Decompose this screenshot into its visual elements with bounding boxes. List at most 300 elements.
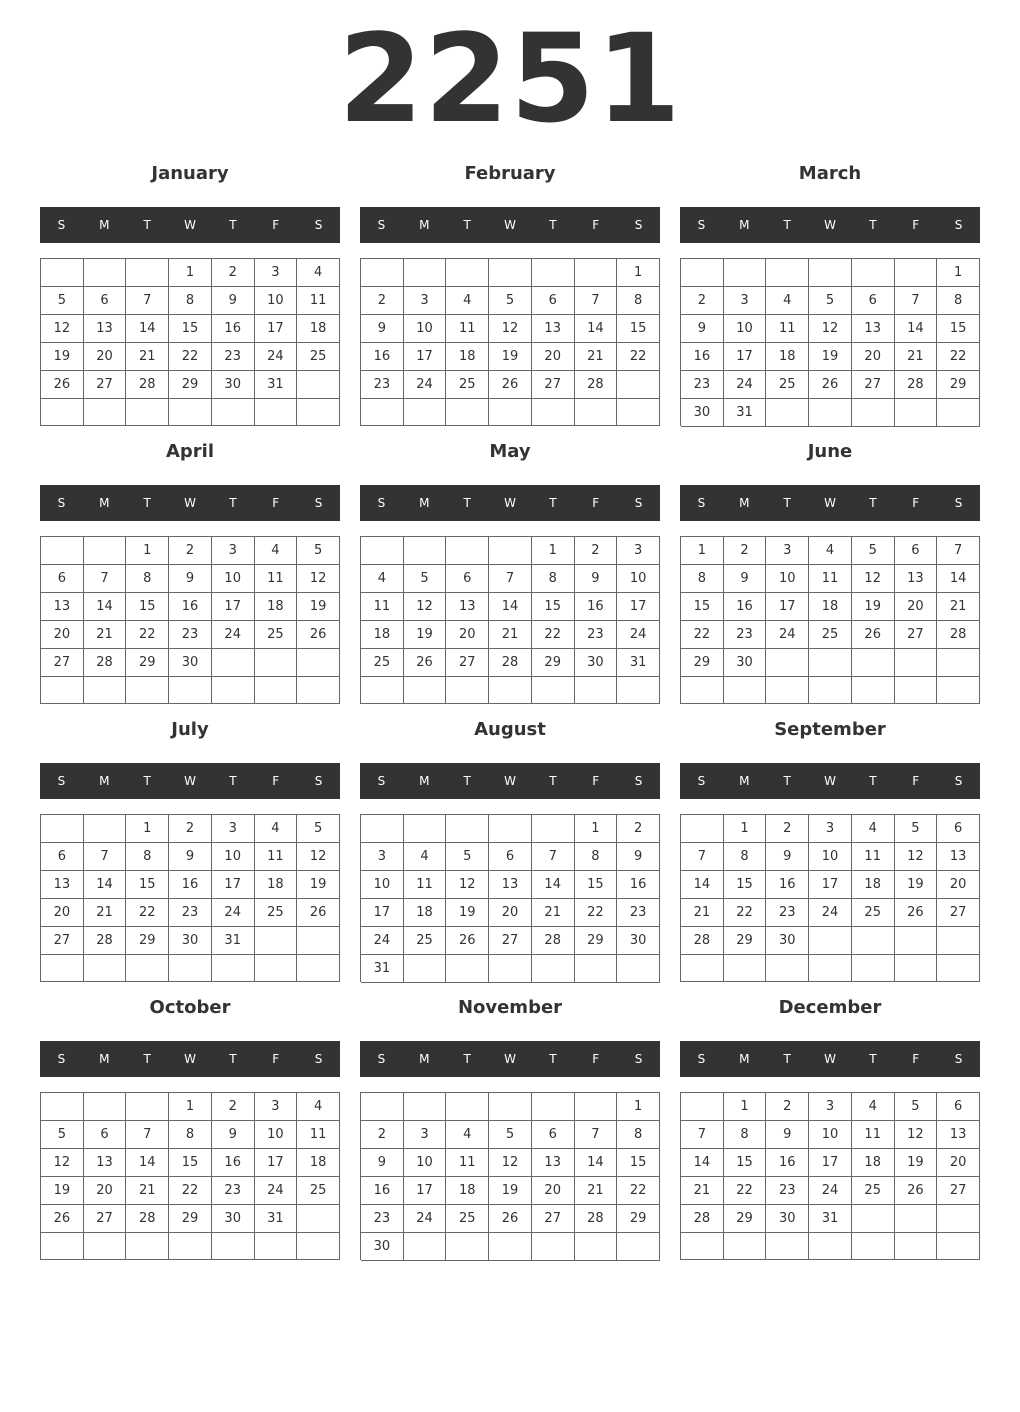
- day-cell: 13: [937, 1121, 980, 1149]
- empty-day-cell: [681, 1093, 724, 1121]
- day-cell: 4: [404, 843, 447, 871]
- day-cell: 24: [361, 927, 404, 955]
- weekday-label: W: [184, 774, 196, 788]
- day-cell: 18: [852, 871, 895, 899]
- day-grid: [360, 536, 660, 704]
- day-cell: 17: [724, 343, 767, 371]
- weekday-label: S: [954, 1052, 963, 1066]
- day-cell: 26: [41, 1205, 84, 1233]
- day-cell: 19: [41, 1177, 84, 1205]
- day-cell: 8: [575, 843, 618, 871]
- day-cell: 20: [84, 1177, 127, 1205]
- empty-day-cell: [895, 1205, 938, 1233]
- day-cell: 4: [255, 815, 298, 843]
- empty-day-cell: [126, 1093, 169, 1121]
- day-cell: 16: [361, 1177, 404, 1205]
- day-cell: 14: [575, 315, 618, 343]
- empty-day-cell: [724, 677, 767, 704]
- weekday-label: W: [184, 218, 196, 232]
- empty-day-cell: [681, 677, 724, 704]
- day-cell: 16: [724, 593, 767, 621]
- day-cell: 14: [489, 593, 532, 621]
- weekday-label: S: [954, 218, 963, 232]
- empty-day-cell: [937, 399, 980, 427]
- day-cell: 3: [255, 259, 298, 287]
- day-grid: [40, 1092, 340, 1260]
- day-cell: 30: [617, 927, 660, 955]
- weekday-label: T: [143, 774, 151, 788]
- day-cell: 20: [937, 871, 980, 899]
- day-cell: 11: [255, 843, 298, 871]
- day-cell: 2: [169, 815, 212, 843]
- day-cell: 4: [446, 1121, 489, 1149]
- day-cell: 28: [575, 371, 618, 399]
- day-cell: 26: [895, 1177, 938, 1205]
- day-cell: 3: [361, 843, 404, 871]
- day-cell: 26: [809, 371, 852, 399]
- day-cell: 12: [809, 315, 852, 343]
- empty-day-cell: [681, 815, 724, 843]
- weekday-label: S: [57, 496, 66, 510]
- day-cell: 2: [575, 537, 618, 565]
- day-cell: 10: [404, 1149, 447, 1177]
- empty-day-cell: [532, 259, 575, 287]
- day-cell: 19: [895, 871, 938, 899]
- day-cell: 15: [617, 1149, 660, 1177]
- day-cell: 7: [895, 287, 938, 315]
- day-cell: 10: [724, 315, 767, 343]
- weekday-label: M: [739, 496, 750, 510]
- day-cell: 29: [937, 371, 980, 399]
- weekday-label: S: [57, 774, 66, 788]
- day-cell: 22: [617, 1177, 660, 1205]
- day-cell: 10: [361, 871, 404, 899]
- empty-day-cell: [41, 537, 84, 565]
- day-cell: 1: [724, 815, 767, 843]
- day-grid: [40, 814, 340, 982]
- day-cell: 12: [489, 315, 532, 343]
- day-cell: 7: [84, 565, 127, 593]
- day-cell: 29: [575, 927, 618, 955]
- day-cell: 20: [937, 1149, 980, 1177]
- day-cell: 13: [852, 315, 895, 343]
- day-cell: 7: [126, 287, 169, 315]
- empty-day-cell: [404, 677, 447, 704]
- empty-day-cell: [809, 927, 852, 955]
- empty-day-cell: [937, 677, 980, 704]
- empty-day-cell: [937, 1205, 980, 1233]
- day-cell: 9: [361, 315, 404, 343]
- day-cell: 25: [255, 621, 298, 649]
- empty-day-cell: [169, 955, 212, 982]
- day-cell: 15: [532, 593, 575, 621]
- day-cell: 5: [41, 1121, 84, 1149]
- weekday-header: [680, 1041, 980, 1077]
- day-cell: 21: [126, 343, 169, 371]
- day-cell: 9: [724, 565, 767, 593]
- weekday-label: S: [377, 774, 386, 788]
- day-cell: 16: [766, 1149, 809, 1177]
- empty-day-cell: [766, 399, 809, 427]
- weekday-label: M: [419, 774, 430, 788]
- day-cell: 30: [681, 399, 724, 427]
- day-cell: 13: [937, 843, 980, 871]
- day-grid: [680, 1092, 980, 1260]
- day-cell: 12: [895, 1121, 938, 1149]
- day-cell: 18: [361, 621, 404, 649]
- weekday-label: W: [824, 218, 836, 232]
- weekday-label: S: [57, 1052, 66, 1066]
- empty-day-cell: [126, 399, 169, 426]
- day-cell: 5: [852, 537, 895, 565]
- empty-day-cell: [809, 399, 852, 427]
- weekday-label: M: [99, 496, 110, 510]
- day-cell: 17: [404, 343, 447, 371]
- weekday-label: M: [99, 774, 110, 788]
- day-cell: 11: [852, 843, 895, 871]
- day-cell: 14: [84, 593, 127, 621]
- empty-day-cell: [895, 955, 938, 982]
- day-cell: 1: [169, 259, 212, 287]
- weekday-label: S: [314, 218, 323, 232]
- weekday-header: [40, 485, 340, 521]
- empty-day-cell: [489, 1093, 532, 1121]
- day-cell: 11: [446, 1149, 489, 1177]
- weekday-label: W: [184, 1052, 196, 1066]
- day-cell: 1: [937, 259, 980, 287]
- empty-day-cell: [766, 1233, 809, 1260]
- day-cell: 13: [532, 315, 575, 343]
- day-cell: 30: [169, 649, 212, 677]
- day-cell: 27: [937, 899, 980, 927]
- day-cell: 17: [809, 1149, 852, 1177]
- empty-day-cell: [169, 677, 212, 704]
- day-cell: 24: [404, 371, 447, 399]
- month-name: July: [171, 719, 209, 740]
- day-cell: 15: [169, 315, 212, 343]
- day-cell: 26: [489, 1205, 532, 1233]
- weekday-label: S: [697, 496, 706, 510]
- day-cell: 28: [126, 1205, 169, 1233]
- weekday-label: T: [229, 774, 237, 788]
- weekday-label: W: [824, 774, 836, 788]
- day-grid: [680, 814, 980, 982]
- weekday-label: M: [419, 1052, 430, 1066]
- empty-day-cell: [617, 371, 660, 399]
- weekday-label: F: [272, 1052, 280, 1066]
- empty-day-cell: [895, 259, 938, 287]
- weekday-label: W: [184, 496, 196, 510]
- day-cell: 28: [575, 1205, 618, 1233]
- day-cell: 24: [404, 1205, 447, 1233]
- empty-day-cell: [852, 1233, 895, 1260]
- day-cell: 29: [724, 927, 767, 955]
- empty-day-cell: [489, 1233, 532, 1261]
- day-cell: 13: [41, 871, 84, 899]
- empty-day-cell: [404, 1233, 447, 1261]
- day-cell: 7: [126, 1121, 169, 1149]
- weekday-header: [680, 763, 980, 799]
- day-cell: 3: [617, 537, 660, 565]
- day-cell: 5: [41, 287, 84, 315]
- day-cell: 14: [84, 871, 127, 899]
- weekday-label: S: [377, 496, 386, 510]
- day-cell: 30: [766, 1205, 809, 1233]
- weekday-label: T: [869, 1052, 877, 1066]
- day-cell: 25: [255, 899, 298, 927]
- day-cell: 5: [895, 1093, 938, 1121]
- day-cell: 25: [404, 927, 447, 955]
- day-cell: 3: [404, 1121, 447, 1149]
- empty-day-cell: [361, 815, 404, 843]
- empty-day-cell: [532, 399, 575, 426]
- day-cell: 8: [169, 1121, 212, 1149]
- day-cell: 17: [255, 315, 298, 343]
- day-cell: 12: [489, 1149, 532, 1177]
- day-cell: 28: [681, 927, 724, 955]
- day-cell: 20: [852, 343, 895, 371]
- day-cell: 7: [937, 537, 980, 565]
- weekday-header: [360, 485, 660, 521]
- empty-day-cell: [297, 399, 340, 426]
- weekday-label: T: [463, 1052, 471, 1066]
- day-cell: 24: [212, 621, 255, 649]
- day-cell: 16: [361, 343, 404, 371]
- weekday-label: F: [592, 1052, 600, 1066]
- empty-day-cell: [255, 399, 298, 426]
- day-cell: 9: [361, 1149, 404, 1177]
- day-cell: 6: [937, 1093, 980, 1121]
- day-cell: 4: [852, 815, 895, 843]
- day-cell: 19: [404, 621, 447, 649]
- month-name: February: [464, 163, 556, 184]
- day-cell: 24: [617, 621, 660, 649]
- day-cell: 19: [446, 899, 489, 927]
- empty-day-cell: [446, 677, 489, 704]
- day-cell: 15: [681, 593, 724, 621]
- day-cell: 29: [724, 1205, 767, 1233]
- day-cell: 12: [41, 315, 84, 343]
- day-cell: 26: [297, 899, 340, 927]
- day-cell: 29: [169, 371, 212, 399]
- day-cell: 20: [489, 899, 532, 927]
- month-name: January: [151, 163, 229, 184]
- weekday-label: S: [634, 496, 643, 510]
- day-cell: 19: [895, 1149, 938, 1177]
- day-cell: 11: [297, 1121, 340, 1149]
- day-cell: 11: [361, 593, 404, 621]
- empty-day-cell: [169, 1233, 212, 1260]
- empty-day-cell: [404, 537, 447, 565]
- day-cell: 6: [41, 843, 84, 871]
- day-cell: 24: [255, 1177, 298, 1205]
- day-cell: 27: [84, 1205, 127, 1233]
- weekday-label: M: [739, 218, 750, 232]
- day-cell: 27: [41, 927, 84, 955]
- empty-day-cell: [617, 677, 660, 704]
- empty-day-cell: [404, 399, 447, 426]
- day-cell: 5: [297, 815, 340, 843]
- day-cell: 27: [895, 621, 938, 649]
- day-grid: [680, 258, 980, 426]
- empty-day-cell: [297, 649, 340, 677]
- day-cell: 3: [809, 1093, 852, 1121]
- weekday-header: [680, 207, 980, 243]
- empty-day-cell: [446, 815, 489, 843]
- empty-day-cell: [489, 955, 532, 983]
- weekday-label: T: [549, 774, 557, 788]
- day-cell: 6: [895, 537, 938, 565]
- empty-day-cell: [489, 677, 532, 704]
- day-cell: 21: [895, 343, 938, 371]
- empty-day-cell: [575, 399, 618, 426]
- day-cell: 3: [724, 287, 767, 315]
- day-cell: 28: [489, 649, 532, 677]
- empty-day-cell: [575, 1233, 618, 1261]
- day-cell: 15: [126, 871, 169, 899]
- day-cell: 29: [681, 649, 724, 677]
- empty-day-cell: [852, 1205, 895, 1233]
- weekday-header: [360, 1041, 660, 1077]
- day-cell: 29: [532, 649, 575, 677]
- day-cell: 31: [255, 371, 298, 399]
- day-cell: 17: [404, 1177, 447, 1205]
- empty-day-cell: [126, 1233, 169, 1260]
- day-cell: 22: [724, 899, 767, 927]
- weekday-label: S: [697, 218, 706, 232]
- day-cell: 10: [255, 287, 298, 315]
- weekday-label: S: [954, 496, 963, 510]
- empty-day-cell: [446, 399, 489, 426]
- weekday-label: F: [592, 774, 600, 788]
- day-cell: 13: [532, 1149, 575, 1177]
- empty-day-cell: [489, 399, 532, 426]
- day-cell: 16: [766, 871, 809, 899]
- day-cell: 20: [84, 343, 127, 371]
- weekday-label: F: [912, 1052, 920, 1066]
- day-cell: 9: [212, 1121, 255, 1149]
- day-cell: 4: [809, 537, 852, 565]
- day-cell: 26: [489, 371, 532, 399]
- day-cell: 2: [766, 1093, 809, 1121]
- empty-day-cell: [895, 649, 938, 677]
- empty-day-cell: [297, 927, 340, 955]
- day-cell: 2: [766, 815, 809, 843]
- weekday-label: T: [869, 496, 877, 510]
- empty-day-cell: [446, 1233, 489, 1261]
- day-cell: 19: [852, 593, 895, 621]
- empty-day-cell: [681, 1233, 724, 1260]
- day-cell: 3: [212, 815, 255, 843]
- day-cell: 27: [489, 927, 532, 955]
- day-cell: 21: [575, 343, 618, 371]
- month-name: October: [149, 997, 231, 1018]
- day-cell: 26: [852, 621, 895, 649]
- day-cell: 8: [937, 287, 980, 315]
- day-cell: 13: [84, 1149, 127, 1177]
- empty-day-cell: [532, 955, 575, 983]
- day-cell: 22: [617, 343, 660, 371]
- day-cell: 2: [169, 537, 212, 565]
- empty-day-cell: [361, 537, 404, 565]
- empty-day-cell: [126, 677, 169, 704]
- day-cell: 21: [84, 899, 127, 927]
- day-cell: 22: [724, 1177, 767, 1205]
- day-cell: 7: [681, 1121, 724, 1149]
- day-cell: 28: [937, 621, 980, 649]
- day-cell: 25: [852, 899, 895, 927]
- day-cell: 7: [575, 1121, 618, 1149]
- day-cell: 14: [532, 871, 575, 899]
- empty-day-cell: [766, 259, 809, 287]
- weekday-label: T: [869, 774, 877, 788]
- empty-day-cell: [895, 927, 938, 955]
- day-cell: 14: [895, 315, 938, 343]
- day-cell: 5: [489, 287, 532, 315]
- empty-day-cell: [809, 955, 852, 982]
- day-cell: 17: [809, 871, 852, 899]
- day-cell: 14: [126, 1149, 169, 1177]
- weekday-header: [680, 485, 980, 521]
- day-cell: 20: [41, 621, 84, 649]
- day-cell: 13: [84, 315, 127, 343]
- day-cell: 23: [361, 371, 404, 399]
- empty-day-cell: [895, 1233, 938, 1260]
- empty-day-cell: [84, 537, 127, 565]
- day-cell: 26: [446, 927, 489, 955]
- empty-day-cell: [681, 259, 724, 287]
- day-cell: 2: [617, 815, 660, 843]
- empty-day-cell: [681, 955, 724, 982]
- day-cell: 21: [681, 899, 724, 927]
- day-cell: 30: [212, 371, 255, 399]
- empty-day-cell: [84, 1233, 127, 1260]
- day-cell: 31: [617, 649, 660, 677]
- day-cell: 19: [489, 343, 532, 371]
- weekday-label: T: [143, 1052, 151, 1066]
- empty-day-cell: [809, 677, 852, 704]
- day-cell: 22: [169, 1177, 212, 1205]
- empty-day-cell: [766, 955, 809, 982]
- day-grid: [40, 536, 340, 704]
- day-cell: 27: [852, 371, 895, 399]
- weekday-label: S: [314, 774, 323, 788]
- day-cell: 1: [724, 1093, 767, 1121]
- day-cell: 4: [297, 1093, 340, 1121]
- day-cell: 16: [617, 871, 660, 899]
- weekday-label: F: [912, 218, 920, 232]
- day-cell: 20: [895, 593, 938, 621]
- empty-day-cell: [361, 259, 404, 287]
- empty-day-cell: [255, 927, 298, 955]
- weekday-label: T: [143, 496, 151, 510]
- day-cell: 27: [532, 1205, 575, 1233]
- day-cell: 29: [617, 1205, 660, 1233]
- empty-day-cell: [41, 677, 84, 704]
- day-cell: 22: [575, 899, 618, 927]
- day-cell: 28: [126, 371, 169, 399]
- weekday-label: M: [419, 218, 430, 232]
- day-cell: 16: [169, 593, 212, 621]
- empty-day-cell: [895, 399, 938, 427]
- empty-day-cell: [404, 259, 447, 287]
- empty-day-cell: [84, 955, 127, 982]
- month-name: December: [778, 997, 882, 1018]
- empty-day-cell: [724, 955, 767, 982]
- day-grid: [40, 258, 340, 426]
- day-cell: 4: [297, 259, 340, 287]
- weekday-label: M: [99, 1052, 110, 1066]
